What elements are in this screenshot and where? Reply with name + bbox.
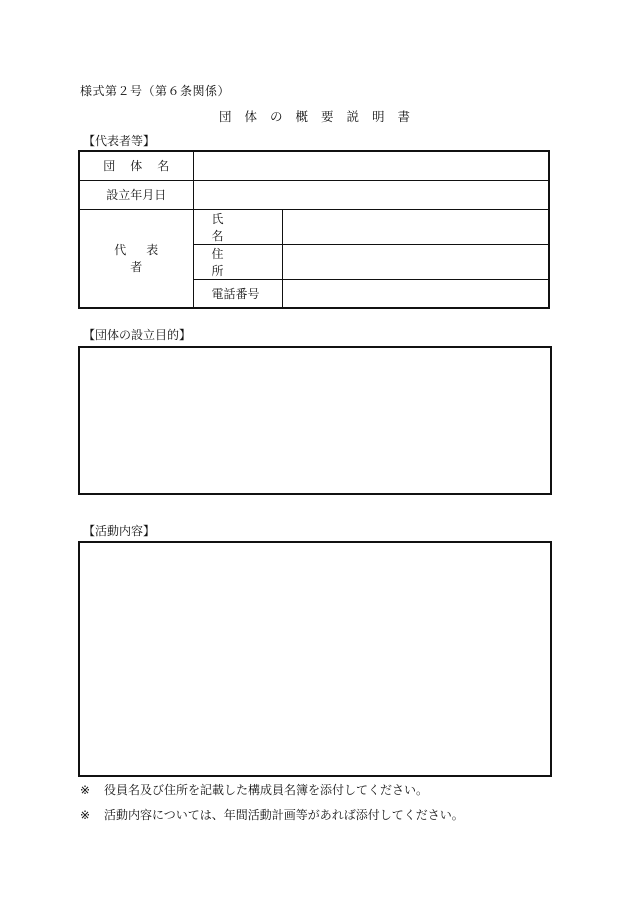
address-label: 住所	[193, 244, 282, 279]
phone-field[interactable]	[282, 279, 549, 308]
established-date-label: 設立年月日	[79, 180, 193, 209]
section-heading-purpose: 【団体の設立目的】	[83, 328, 192, 342]
form-number: 様式第２号（第６条関係）	[80, 84, 231, 98]
name-field[interactable]	[282, 209, 549, 244]
phone-label: 電話番号	[193, 279, 282, 308]
address-field[interactable]	[282, 244, 549, 279]
org-name-field[interactable]	[193, 151, 549, 180]
purpose-textbox[interactable]	[78, 346, 552, 495]
activities-textbox[interactable]	[78, 541, 552, 777]
note-text: 活動内容については、年間活動計画等があれば添付してください。	[104, 808, 464, 822]
section-heading-representative: 【代表者等】	[83, 134, 156, 148]
note-mark: ※	[80, 783, 91, 797]
org-name-label: 団体名	[79, 151, 193, 180]
note-text: 役員名及び住所を記載した構成員名簿を添付してください。	[104, 783, 429, 797]
representative-label: 代表者	[79, 209, 193, 308]
representative-table	[78, 150, 550, 309]
name-label: 氏名	[193, 209, 282, 244]
section-heading-activities: 【活動内容】	[83, 524, 156, 538]
established-date-field[interactable]	[193, 180, 549, 209]
note-mark: ※	[80, 808, 91, 822]
note-activity-plan	[80, 806, 464, 823]
document-title: 団体の概要説明書	[218, 109, 423, 124]
note-member-list	[80, 781, 428, 798]
